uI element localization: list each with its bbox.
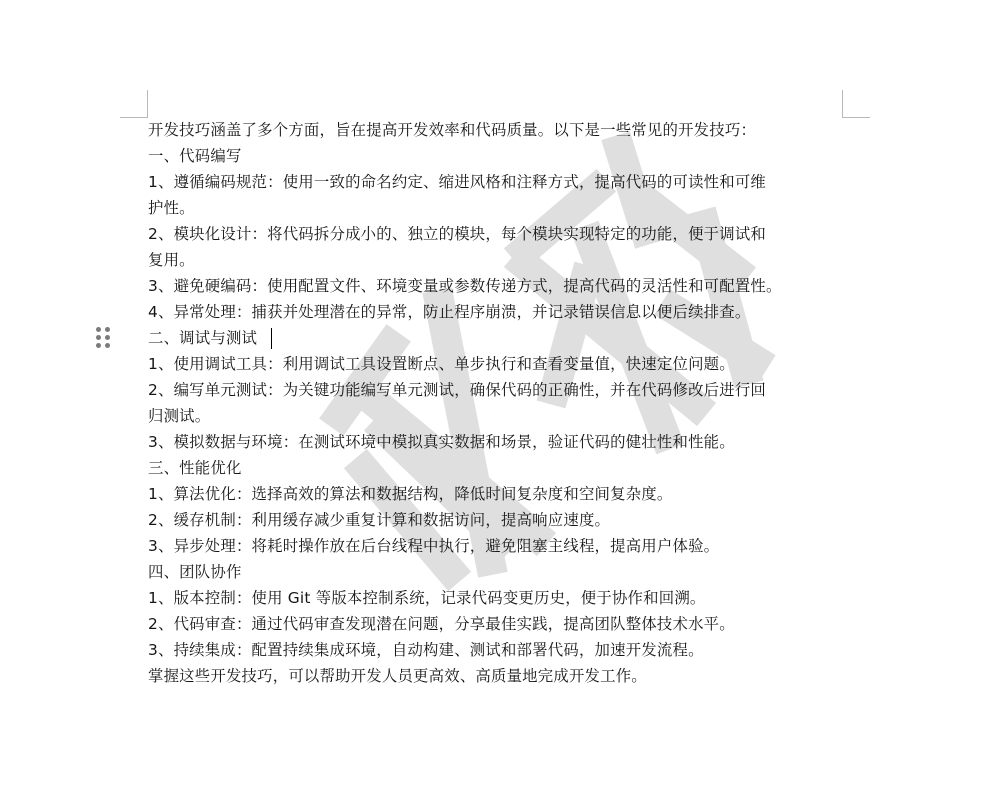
list-item: 3、持续集成：配置持续集成环境，自动构建、测试和部署代码，加速开发流程。 bbox=[148, 641, 704, 659]
list-item: 1、算法优化：选择高效的算法和数据结构，降低时间复杂度和空间复杂度。 bbox=[148, 485, 673, 503]
crop-mark-top-right-horizontal bbox=[842, 117, 870, 118]
list-item-continuation: 护性。 bbox=[148, 199, 195, 217]
list-item: 3、异步处理：将耗时操作放在后台线程中执行，避免阻塞主线程，提高用户体验。 bbox=[148, 537, 720, 555]
list-item: 4、异常处理：捕获并处理潜在的异常，防止程序崩溃，并记录错误信息以便后续排查。 bbox=[148, 303, 751, 321]
list-item: 2、代码审查：通过代码审查发现潜在问题，分享最佳实践，提高团队整体技术水平。 bbox=[148, 615, 735, 633]
drag-handle-icon[interactable] bbox=[96, 327, 110, 349]
crop-mark-top-right-vertical bbox=[842, 90, 843, 118]
list-item-continuation: 归测试。 bbox=[148, 407, 211, 425]
section-heading: 三、性能优化 bbox=[148, 459, 242, 477]
list-item: 2、缓存机制：利用缓存减少重复计算和数据访问，提高响应速度。 bbox=[148, 511, 611, 529]
text-cursor bbox=[271, 328, 272, 349]
list-item: 1、版本控制：使用 Git 等版本控制系统，记录代码变更历史，便于协作和回溯。 bbox=[148, 589, 706, 607]
section-heading[interactable]: 二、调试与测试 bbox=[148, 329, 258, 347]
list-item: 1、使用调试工具：利用调试工具设置断点、单步执行和查看变量值，快速定位问题。 bbox=[148, 355, 735, 373]
intro-paragraph: 开发技巧涵盖了多个方面，旨在提高开发效率和代码质量。以下是一些常见的开发技巧： bbox=[148, 121, 757, 139]
list-item: 1、遵循编码规范：使用一致的命名约定、缩进风格和注释方式，提高代码的可读性和可维 bbox=[148, 173, 767, 191]
crop-mark-top-left-vertical bbox=[147, 90, 148, 118]
list-item: 2、编写单元测试：为关键功能编写单元测试，确保代码的正确性，并在代码修改后进行回 bbox=[148, 381, 767, 399]
list-item: 3、避免硬编码：使用配置文件、环境变量或参数传递方式，提高代码的灵活性和可配置性。 bbox=[148, 277, 782, 295]
closing-paragraph: 掌握这些开发技巧，可以帮助开发人员更高效、高质量地完成开发工作。 bbox=[148, 667, 647, 685]
section-heading: 一、代码编写 bbox=[148, 147, 242, 165]
list-item: 3、模拟数据与环境：在测试环境中模拟真实数据和场景，验证代码的健壮性和性能。 bbox=[148, 433, 735, 451]
list-item: 2、模块化设计：将代码拆分成小的、独立的模块，每个模块实现特定的功能，便于调试和 bbox=[148, 225, 767, 243]
crop-mark-top-left-horizontal bbox=[120, 117, 148, 118]
list-item-continuation: 复用。 bbox=[148, 251, 195, 269]
section-heading: 四、团队协作 bbox=[148, 563, 242, 581]
